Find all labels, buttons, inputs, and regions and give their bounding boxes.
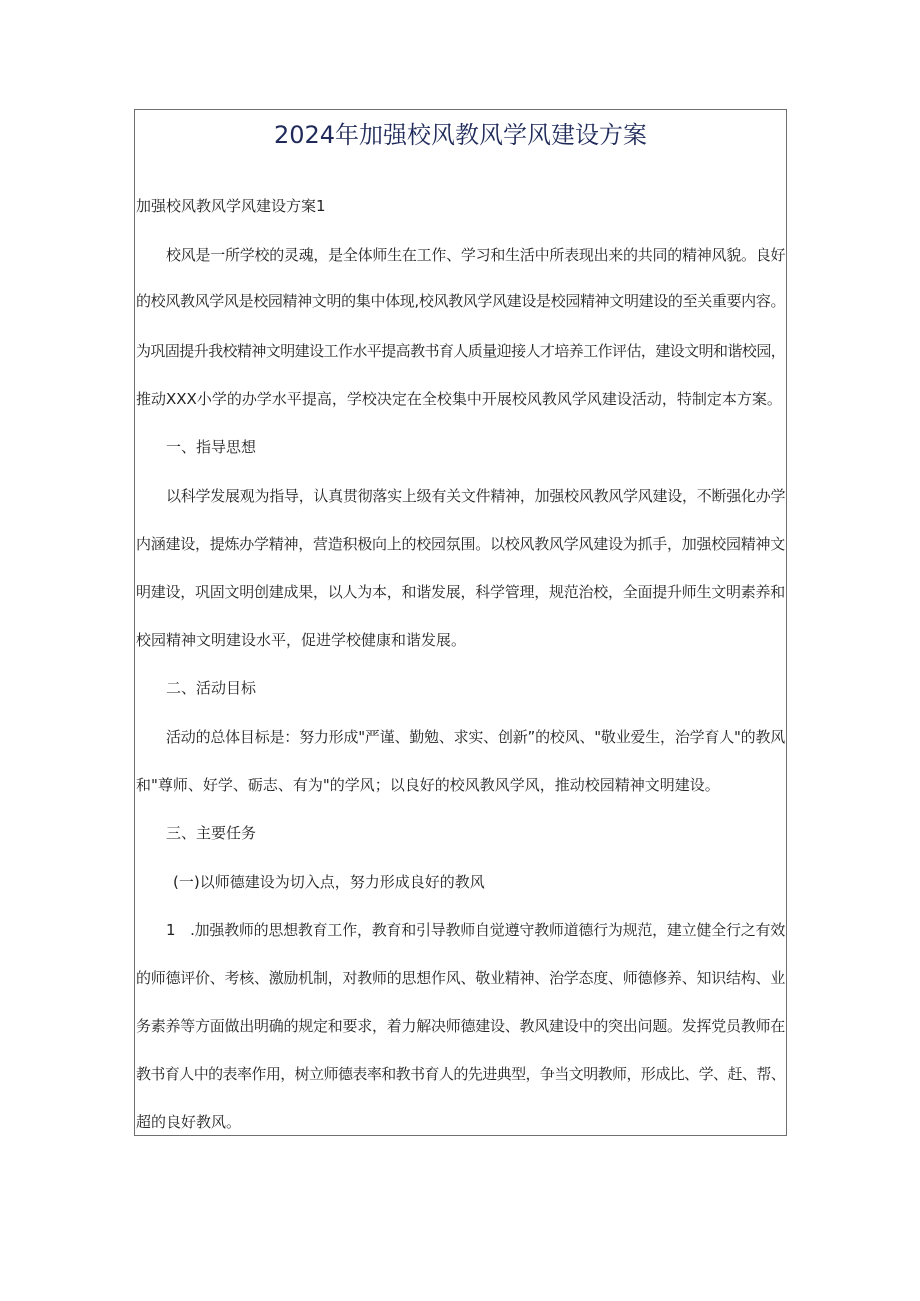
paragraph-line: 和"尊师、好学、砺志、有为"的学风；以良好的校风教风学风，推动校园精神文明建设。 xyxy=(136,776,720,794)
paragraph-line: 校风是一所学校的灵魂，是全体师生在工作、学习和生活中所表现出来的共同的精神风貌。良好 xyxy=(166,246,785,264)
paragraph-line: 务素养等方面做出明确的规定和要求，着力解决师德建设、教风建设中的突出问题。发挥党员教师在 xyxy=(136,1017,786,1035)
paragraph-line: 超的良好教风。 xyxy=(136,1113,242,1131)
paragraph-line: 教书育人中的表率作用，树立师德表率和教书育人的先进典型，争当文明教师，形成比、学、赶、帮、 xyxy=(136,1065,785,1083)
paragraph-line: 校园精神文明建设水平，促进学校健康和谐发展。 xyxy=(136,631,467,649)
section-subtitle: 加强校风教风学风建设方案1 xyxy=(136,197,326,215)
document-title: 2024年加强校风教风学风建设方案 xyxy=(273,121,648,149)
section-heading: 一、指导思想 xyxy=(166,438,257,456)
paragraph-line: 以科学发展观为指导，认真贯彻落实上级有关文件精神，加强校风教风学风建设，不断强化办学 xyxy=(166,487,785,505)
section-heading: 二、活动目标 xyxy=(166,679,257,697)
paragraph-line: 的校风教风学风是校园精神文明的集中体现,校风教风学风建设是校园精神文明建设的至关重要内容。 xyxy=(136,292,785,310)
paragraph-line: 1 .加强教师的思想教育工作，教育和引导教师自觉遵守教师道德行为规范，建立健全行之有效 xyxy=(166,921,785,939)
paragraph-line: 的师德评价、考核、激励机制，对教师的思想作风、敬业精神、治学态度、师德修养、知识结构、业 xyxy=(136,969,786,987)
paragraph-line: 推动XXX小学的办学水平提高，学校决定在全校集中开展校风教风学风建设活动，特制定本方案。 xyxy=(136,390,782,408)
paragraph-line: 活动的总体目标是：努力形成"严谨、勤勉、求实、创新”的校风、"敬业爱生，治学育人"的教风 xyxy=(166,728,785,746)
section-heading: 三、主要任务 xyxy=(166,824,257,842)
paragraph-line: 为巩固提升我校精神文明建设工作水平提高教书育人质量迎接人才培养工作评估，建设文明和谐校园， xyxy=(136,342,785,360)
paragraph-line: 内涵建设，提炼办学精神，营造积极向上的校园氛围。以校风教风学风建设为抓手，加强校园精神文 xyxy=(136,535,786,553)
paragraph-line: 明建设，巩固文明创建成果，以人为本，和谐发展，科学管理，规范治校，全面提升师生文明素养和 xyxy=(136,583,786,601)
subsection-heading: (一)以师德建设为切入点，努力形成良好的教风 xyxy=(173,873,485,891)
